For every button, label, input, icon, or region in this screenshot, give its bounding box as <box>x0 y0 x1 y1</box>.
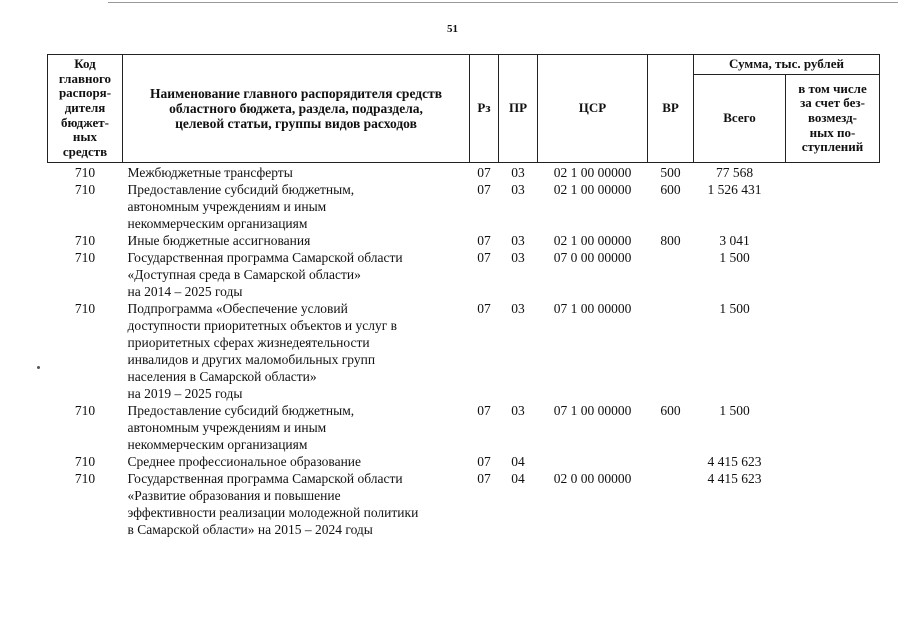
row-code: 710 <box>74 232 96 248</box>
row-vr: 500 <box>660 164 681 180</box>
row-name-line: населения в Самарской области» <box>127 368 317 384</box>
row-name-line: Иные бюджетные ассигнования <box>127 232 311 248</box>
row-name-line: доступности приоритетных объектов и услуг в <box>127 317 398 333</box>
table-body <box>48 162 880 538</box>
row-free <box>786 453 880 470</box>
row-name-line: автономным учреждениям и иным <box>127 198 327 214</box>
row-code: 710 <box>74 249 96 265</box>
row-rz: 07 <box>477 470 491 486</box>
row-csr <box>538 453 648 470</box>
table-row <box>48 249 880 300</box>
row-pr: 03 <box>511 402 525 418</box>
row-pr: 03 <box>511 232 525 248</box>
row-total: 3 041 <box>719 232 750 248</box>
row-name <box>123 402 470 453</box>
row-pr: 03 <box>511 300 525 316</box>
row-total: 77 568 <box>715 164 754 180</box>
row-name-line: Государственная программа Самарской области <box>127 470 403 486</box>
row-total: 1 500 <box>719 402 750 418</box>
row-pr: 04 <box>511 453 525 469</box>
row-pr: 03 <box>511 164 525 180</box>
row-vr <box>648 249 694 300</box>
row-code: 710 <box>74 470 96 486</box>
row-csr: 02 1 00 00000 <box>553 181 632 197</box>
row-free <box>786 249 880 300</box>
header-name: Наименование главного распорядителя средств областного бюджета, раздела, подраздела, целевой статьи, группы видов расходов <box>123 55 470 163</box>
header-total: Всего <box>694 75 786 163</box>
row-name-line: Среднее профессиональное образование <box>127 453 362 469</box>
table-row <box>48 300 880 402</box>
row-name-line: «Развитие образования и повышение <box>127 487 341 503</box>
row-name-line: некоммерческим организациям <box>127 436 308 452</box>
row-total: 4 415 623 <box>707 453 762 469</box>
row-free <box>786 470 880 538</box>
row-name-line: на 2014 – 2025 годы <box>127 283 243 299</box>
row-code: 710 <box>74 300 96 316</box>
table-row <box>48 232 880 249</box>
row-rz: 07 <box>477 164 491 180</box>
row-code: 710 <box>74 164 96 180</box>
row-total: 4 415 623 <box>707 470 762 486</box>
row-vr: 600 <box>660 402 681 418</box>
row-name-line: Предоставление субсидий бюджетным, <box>127 181 355 197</box>
row-csr: 02 1 00 00000 <box>553 164 632 180</box>
row-free <box>786 232 880 249</box>
header-csr: ЦСР <box>538 55 648 163</box>
row-name-line: некоммерческим организациям <box>127 215 308 231</box>
budget-table <box>47 54 880 538</box>
row-csr: 02 1 00 00000 <box>553 232 632 248</box>
table-row <box>48 162 880 181</box>
row-rz: 07 <box>477 232 491 248</box>
row-total: 1 500 <box>719 300 750 316</box>
row-name-line: Межбюджетные трансферты <box>127 164 293 180</box>
header-free: в том числе за счет без- возмезд- ных по- ступлений <box>786 75 880 163</box>
row-csr: 07 1 00 00000 <box>553 300 632 316</box>
row-vr: 600 <box>660 181 681 197</box>
row-rz: 07 <box>477 300 491 316</box>
row-code: 710 <box>74 453 96 469</box>
page-number: 51 <box>447 23 458 35</box>
row-name-line: Предоставление субсидий бюджетным, <box>127 402 355 418</box>
header-pr: ПР <box>499 55 538 163</box>
table-row <box>48 470 880 538</box>
row-code: 710 <box>74 402 96 418</box>
row-name <box>123 249 470 300</box>
row-free <box>786 181 880 232</box>
table-row <box>48 402 880 453</box>
row-total: 1 500 <box>719 249 750 265</box>
row-rz: 07 <box>477 249 491 265</box>
row-name-line: на 2019 – 2025 годы <box>127 385 243 401</box>
row-pr: 03 <box>511 181 525 197</box>
row-free <box>786 300 880 402</box>
row-rz: 07 <box>477 402 491 418</box>
row-vr <box>648 300 694 402</box>
row-code: 710 <box>74 181 96 197</box>
row-name <box>123 470 470 538</box>
row-pr: 03 <box>511 249 525 265</box>
row-name-line: автономным учреждениям и иным <box>127 419 327 435</box>
row-name-line: в Самарской области» на 2015 – 2024 годы <box>127 521 373 537</box>
row-vr <box>648 453 694 470</box>
row-name <box>123 162 470 181</box>
row-total: 1 526 431 <box>707 181 762 197</box>
row-csr: 07 0 00 00000 <box>553 249 632 265</box>
row-name <box>123 181 470 232</box>
row-name-line: «Доступная среда в Самарской области» <box>127 266 361 282</box>
row-name <box>123 232 470 249</box>
row-name-line: приоритетных сферах жизнедеятельности <box>127 334 370 350</box>
row-vr: 800 <box>660 232 681 248</box>
row-vr <box>648 470 694 538</box>
row-name-line: Подпрограмма «Обеспечение условий <box>127 300 348 316</box>
header-code: Код главного распоря- дителя бюджет- ных средств <box>48 55 123 163</box>
row-free <box>786 402 880 453</box>
header-sum: Сумма, тыс. рублей <box>694 55 880 75</box>
row-name <box>123 453 470 470</box>
table-header <box>48 55 880 163</box>
row-name-line: эффективности реализации молодежной политики <box>127 504 419 520</box>
row-csr: 07 1 00 00000 <box>553 402 632 418</box>
row-free <box>786 162 880 181</box>
row-name-line: инвалидов и других маломобильных групп <box>127 351 376 367</box>
table-row <box>48 181 880 232</box>
header-vr: ВР <box>648 55 694 163</box>
scan-mark <box>37 366 40 369</box>
row-name-line: Государственная программа Самарской области <box>127 249 403 265</box>
row-name <box>123 300 470 402</box>
page-top-rule <box>108 2 898 3</box>
row-rz: 07 <box>477 453 491 469</box>
row-csr: 02 0 00 00000 <box>553 470 632 486</box>
header-rz: Рз <box>470 55 499 163</box>
table-row <box>48 453 880 470</box>
row-pr: 04 <box>511 470 525 486</box>
row-rz: 07 <box>477 181 491 197</box>
